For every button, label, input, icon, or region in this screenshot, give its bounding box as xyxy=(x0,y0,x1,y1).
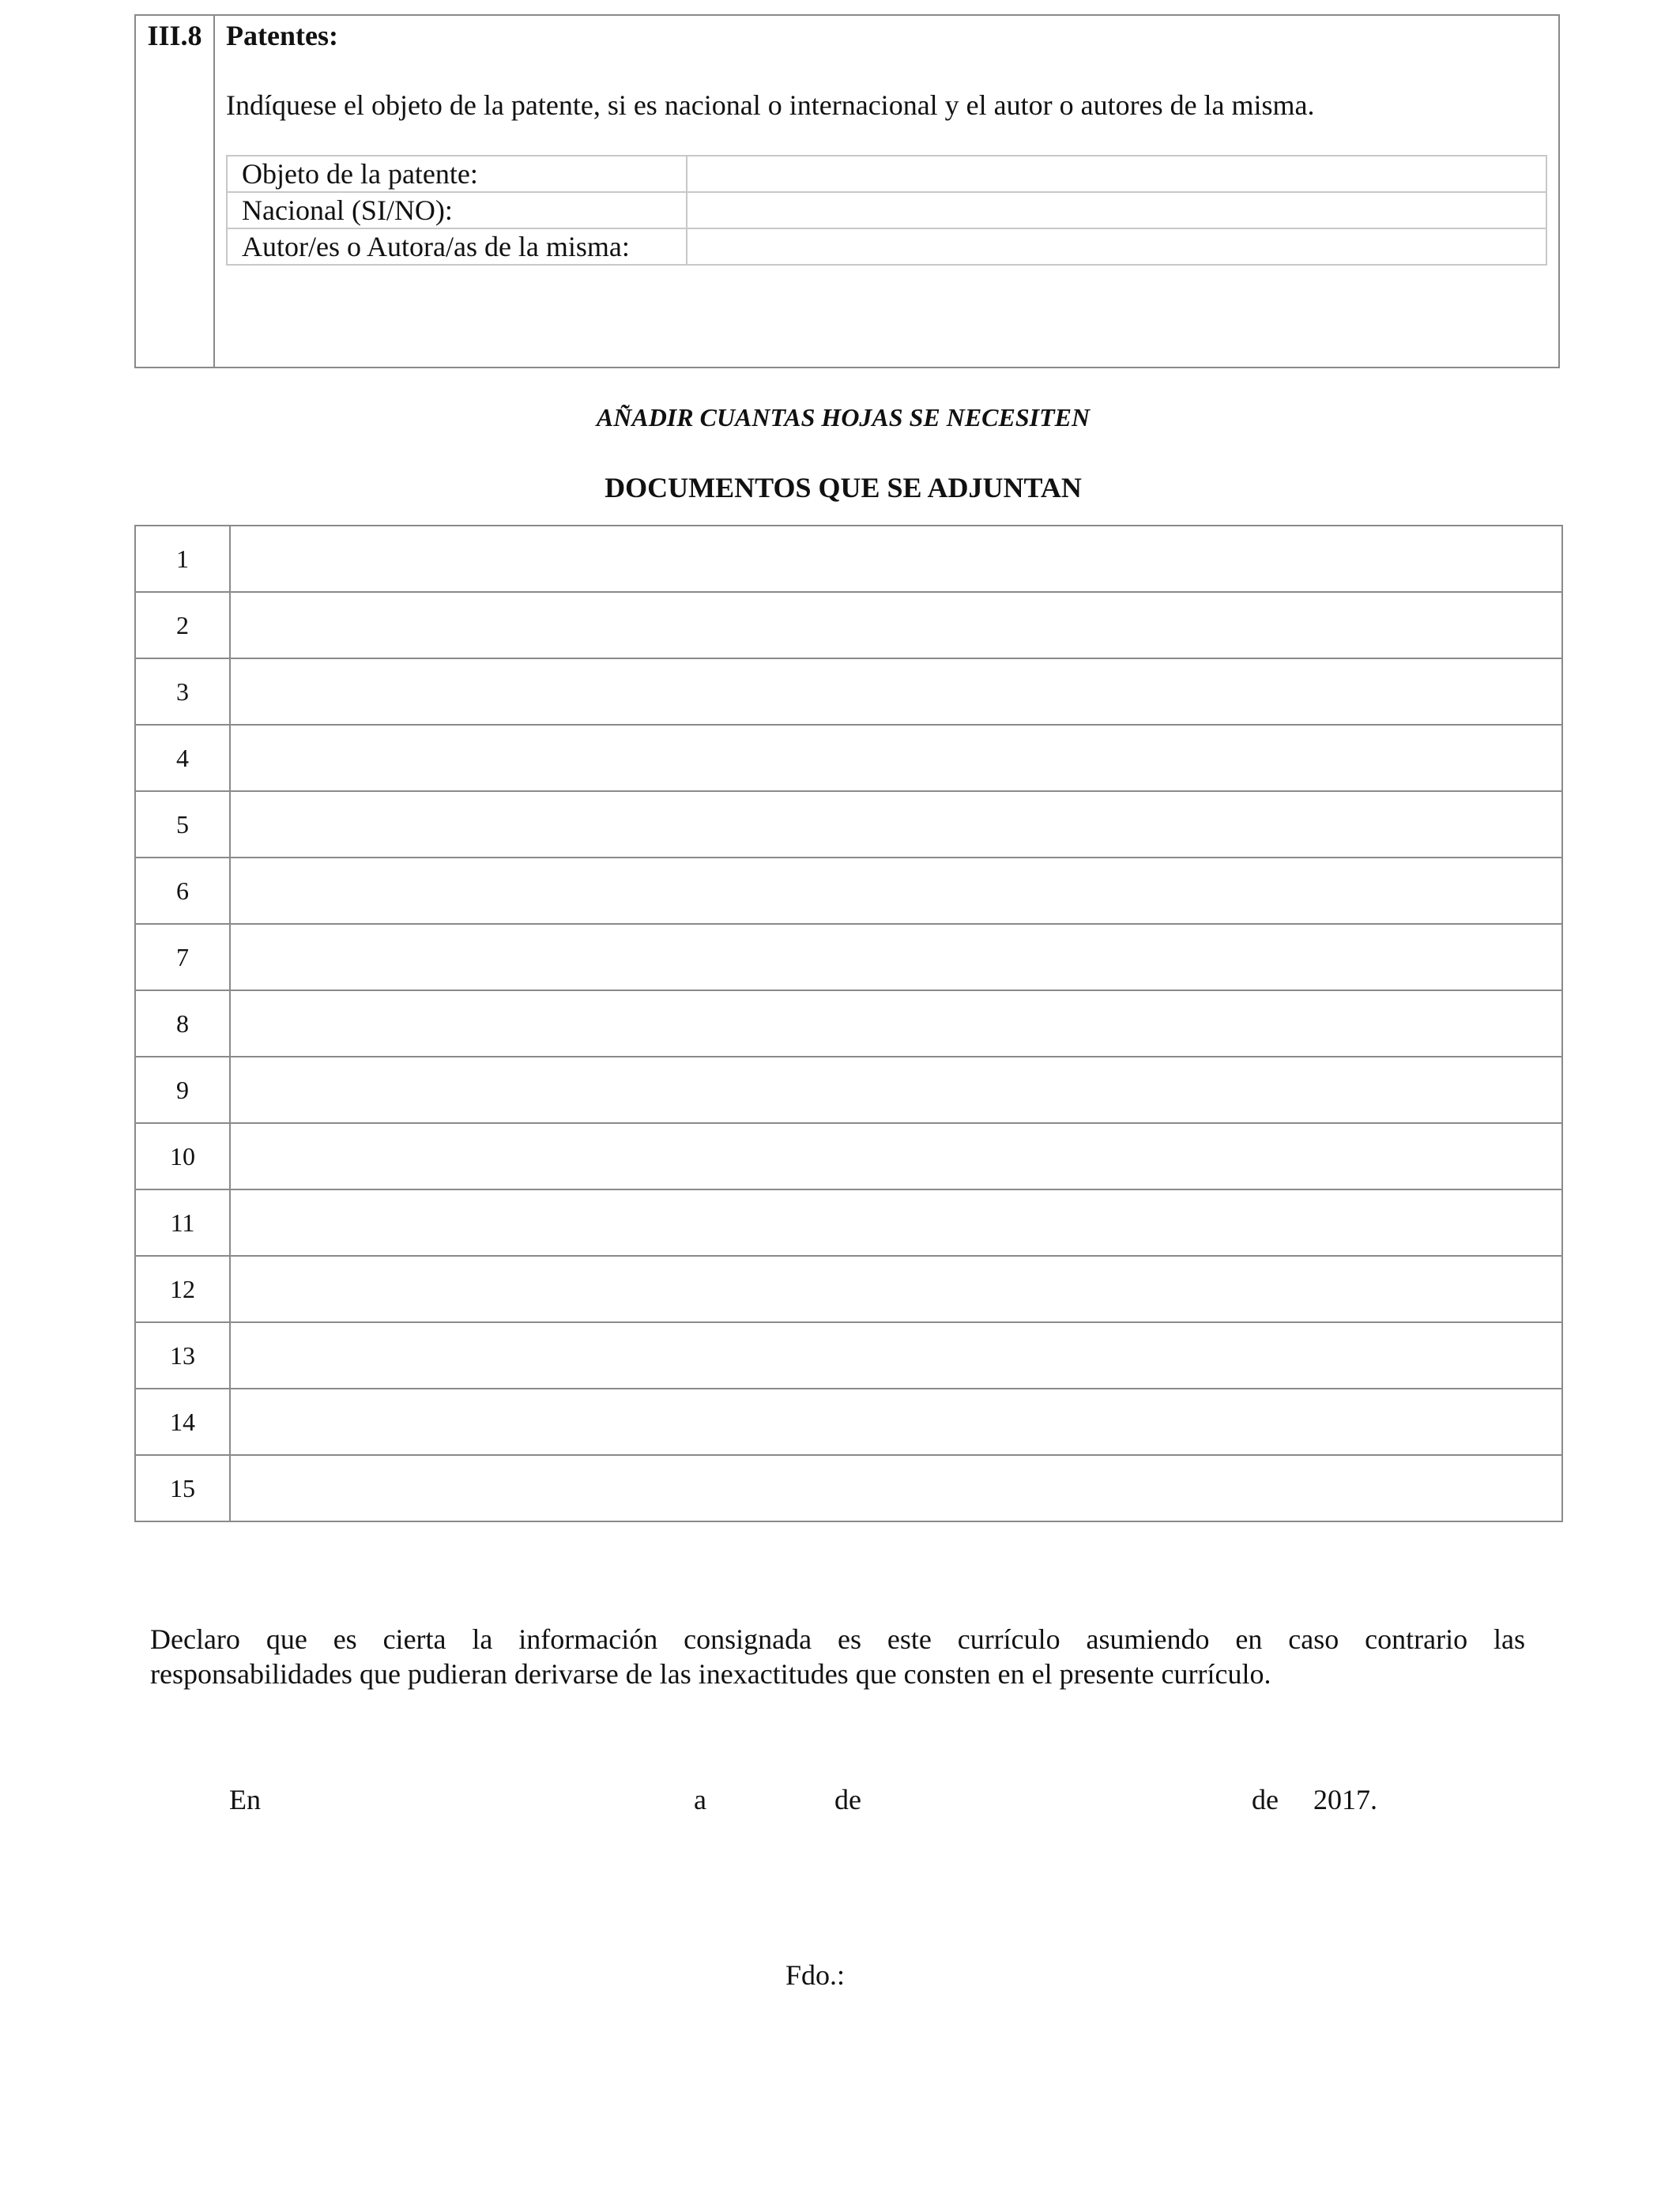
document-row-number: 3 xyxy=(135,658,230,725)
document-row xyxy=(135,1455,1562,1521)
documents-table xyxy=(134,525,1563,1522)
document-row-number: 4 xyxy=(135,725,230,791)
patent-fields-table xyxy=(226,155,1547,266)
patent-authors-field[interactable] xyxy=(687,228,1546,265)
document-row xyxy=(135,1123,1562,1189)
document-row-field[interactable] xyxy=(230,990,1562,1057)
declaration-line-2: responsabilidades que pudieran derivarse de las inexactitudes que consten en el presente currículo. xyxy=(150,1658,1271,1690)
document-row xyxy=(135,990,1562,1057)
patent-field-row xyxy=(227,228,1546,265)
section-code: III.8 xyxy=(136,16,215,367)
date-de-label-2: de xyxy=(1252,1784,1279,1815)
signature-label: Fdo.: xyxy=(785,1959,846,1991)
document-row xyxy=(135,526,1562,592)
document-row xyxy=(135,592,1562,658)
document-row-number: 10 xyxy=(135,1123,230,1189)
declaration-line-1: Declaro que es cierta la información consignada es este currículo asumiendo en caso contrario las xyxy=(150,1623,1525,1655)
document-row-field[interactable] xyxy=(230,592,1562,658)
patent-field-row xyxy=(227,156,1546,192)
patent-field-row xyxy=(227,192,1546,228)
section-title: Patentes: xyxy=(226,20,338,51)
document-row-field[interactable] xyxy=(230,858,1562,924)
date-de-label-1: de xyxy=(834,1784,861,1815)
patent-national-field[interactable] xyxy=(687,192,1546,228)
document-row-number: 1 xyxy=(135,526,230,592)
document-row-number: 7 xyxy=(135,924,230,990)
document-row-field[interactable] xyxy=(230,1256,1562,1322)
document-row-field[interactable] xyxy=(230,924,1562,990)
document-row-number: 14 xyxy=(135,1389,230,1455)
document-row-field[interactable] xyxy=(230,791,1562,858)
section-description: Indíquese el objeto de la patente, si es nacional o internacional y el autor o autores de la misma. xyxy=(226,89,1315,121)
patents-section xyxy=(134,14,1560,368)
document-row-field[interactable] xyxy=(230,1322,1562,1389)
document-row-number: 8 xyxy=(135,990,230,1057)
document-row-number: 15 xyxy=(135,1455,230,1521)
document-row xyxy=(135,1057,1562,1123)
documents-title: DOCUMENTOS QUE SE ADJUNTAN xyxy=(605,472,1082,503)
document-row-field[interactable] xyxy=(230,1389,1562,1455)
document-row xyxy=(135,924,1562,990)
document-row xyxy=(135,1389,1562,1455)
document-row xyxy=(135,791,1562,858)
place-en-label: En xyxy=(229,1784,261,1815)
document-row-number: 2 xyxy=(135,592,230,658)
patent-object-field[interactable] xyxy=(687,156,1546,192)
document-row xyxy=(135,725,1562,791)
document-row-number: 6 xyxy=(135,858,230,924)
document-row-field[interactable] xyxy=(230,725,1562,791)
date-year: 2017. xyxy=(1313,1784,1377,1815)
section-body xyxy=(215,16,1558,367)
document-row-field[interactable] xyxy=(230,1189,1562,1256)
document-row-field[interactable] xyxy=(230,526,1562,592)
document-row xyxy=(135,858,1562,924)
document-row-number: 5 xyxy=(135,791,230,858)
document-row xyxy=(135,658,1562,725)
document-row xyxy=(135,1322,1562,1389)
document-row xyxy=(135,1189,1562,1256)
patent-authors-label: Autor/es o Autora/as de la misma: xyxy=(227,228,687,265)
document-row-field[interactable] xyxy=(230,1123,1562,1189)
document-row-number: 11 xyxy=(135,1189,230,1256)
document-row-field[interactable] xyxy=(230,1455,1562,1521)
document-row-field[interactable] xyxy=(230,658,1562,725)
document-row xyxy=(135,1256,1562,1322)
patent-object-label: Objeto de la patente: xyxy=(227,156,687,192)
document-row-number: 12 xyxy=(135,1256,230,1322)
date-a-label: a xyxy=(694,1784,706,1815)
document-row-field[interactable] xyxy=(230,1057,1562,1123)
patent-national-label: Nacional (SI/NO): xyxy=(227,192,687,228)
add-sheets-note: AÑADIR CUANTAS HOJAS SE NECESITEN xyxy=(596,403,1090,432)
document-row-number: 13 xyxy=(135,1322,230,1389)
declaration-text xyxy=(150,1622,1525,1691)
document-row-number: 9 xyxy=(135,1057,230,1123)
